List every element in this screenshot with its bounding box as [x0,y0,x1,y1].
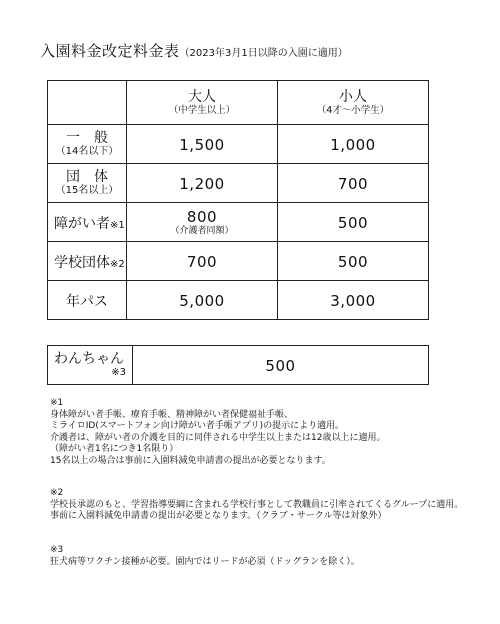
note-line: ミライロID(スマートフォン向け障がい者手帳アプリ)の提示により適用。 [50,421,345,431]
table-row [48,242,429,281]
adult-price-cell [127,125,278,164]
note-line: 15名以上の場合は事前に入園料減免申請書の提出が必要となります。 [50,455,331,466]
header-adult-cell [127,81,278,125]
dog-label: わんちゃん [54,351,124,367]
header-child: 小人 [339,88,367,105]
adult-price: 1,200 [179,174,225,193]
table-row [48,203,429,242]
note-line: 介護者は、障がい者の介護を目的に同伴される中学生以上または12歳以上に適用。 [50,432,386,443]
dog-price: 500 [265,356,296,375]
row-label: 年パス [66,293,108,310]
row-label-cell [48,281,127,320]
row-label-sub: （15名以上） [55,185,119,196]
adult-price: 5,000 [179,291,225,310]
header-adult: 大人 [188,88,216,105]
table-row [48,164,429,203]
child-price: 500 [337,252,369,271]
note-line: 狂犬病等ワクチン接種が必要。園内ではリードが必須（ドッグランを除く）。 [50,556,360,567]
header-child-sub: （4才～小学生） [316,104,390,116]
row-label-cell [48,125,127,164]
header-adult-sub: （中学生以上） [168,104,236,116]
page-title [40,40,348,61]
child-price-cell [278,164,429,203]
table-row [48,346,429,385]
dog-price-cell [133,346,429,385]
note-line: 事前に入園料減免申請書の提出が必要となります。（クラブ・サークル等は対象外） [50,511,387,521]
child-price-cell [278,125,429,164]
adult-price-sub: （介護者同額） [170,226,234,236]
row-label: 一 般 [66,130,108,146]
dog-note-mark: ※3 [111,367,126,378]
child-price: 1,000 [330,135,376,154]
header-child-cell [278,81,429,125]
adult-price-cell [127,242,278,281]
note-2 [50,488,463,523]
child-price-cell [278,203,429,242]
row-label: 障がい者 [54,215,110,232]
note-line: 学校長承認のもと、学習指導要綱に含まれる学校行事として教職員に引率されてくるグループに適用。 [50,499,464,510]
child-price: 3,000 [330,291,376,310]
child-price-cell [278,242,429,281]
adult-price: 1,500 [179,135,225,154]
note-line: （障がい者1名につき1名限り） [50,444,179,454]
note-mark: ※3 [50,545,64,555]
table-row [48,281,429,320]
dog-label-cell [48,346,133,385]
row-label: 団 体 [66,169,108,185]
adult-price-cell [127,164,278,203]
child-price: 500 [337,213,369,232]
row-label-cell [48,242,127,281]
row-label-sub: （14名以下） [55,146,119,157]
row-note-mark: ※1 [110,219,125,231]
row-label-cell [48,203,127,242]
adult-price: 700 [186,252,218,271]
row-note-mark: ※2 [110,258,125,270]
child-price-cell [278,281,429,320]
header-blank-cell [48,81,127,125]
fee-table [47,80,429,320]
fee-table-header [48,81,429,125]
note-1 [50,398,385,467]
table-row [48,125,429,164]
note-line: 身体障がい者手帳、療育手帳、精神障がい者保健福祉手帳、 [50,409,294,420]
note-mark: ※1 [50,398,64,408]
adult-price-cell [127,281,278,320]
note-mark: ※2 [50,488,64,498]
note-3 [50,545,360,568]
dog-fee-table [47,345,429,385]
title-main: 入園料金改定料金表 [40,42,180,60]
adult-price: 800 [186,208,218,226]
child-price: 700 [337,174,369,193]
adult-price-cell [127,203,278,242]
title-sub: （2023年3月1日以降の入園に適用） [179,48,348,59]
row-label-cell [48,164,127,203]
row-label: 学校団体 [54,254,110,271]
